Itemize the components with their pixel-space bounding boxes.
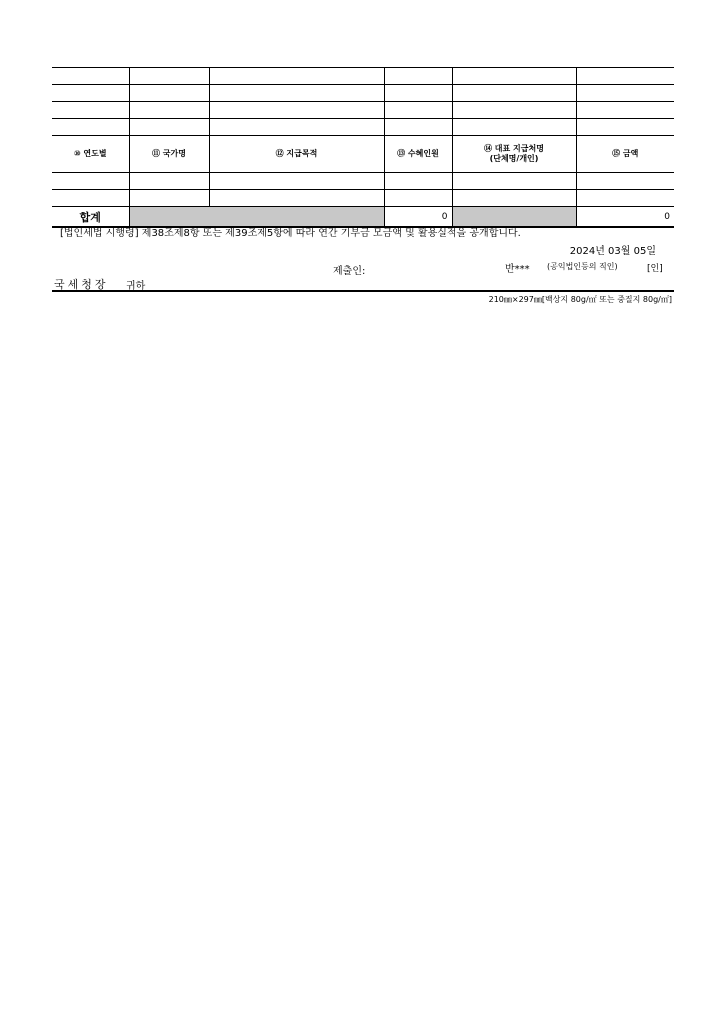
header-country: ⑪ 국가명 — [129, 136, 209, 173]
donation-report-table-section — [52, 67, 674, 228]
submitter-name: 반*** — [505, 264, 530, 275]
table-row — [52, 85, 674, 102]
table-row — [52, 119, 674, 136]
table-row — [52, 173, 674, 190]
table-row — [52, 190, 674, 207]
header-amount: ⑮ 금액 — [576, 136, 674, 173]
header-purpose: ⑫ 지급목적 — [209, 136, 384, 173]
table-row — [52, 68, 674, 85]
recipient-honorific: 귀하 — [126, 281, 146, 292]
seal-mark: [인] — [647, 264, 663, 274]
disclosure-notice: [법인세법 시행령] 제38조제8항 또는 제39조제5항에 따라 연간 기부금 모금액 및 활용실적을 공개합니다. — [60, 228, 521, 239]
total-beneficiaries: 0 — [384, 207, 452, 228]
total-label: 합계 — [52, 207, 129, 228]
donation-report-table — [52, 67, 674, 228]
bottom-rule — [52, 290, 674, 292]
total-amount: 0 — [576, 207, 674, 228]
paper-spec: 210㎜×297㎜[백상지 80g/㎡ 또는 중질지 80g/㎡] — [488, 295, 672, 304]
header-recipient-line1: ⑭ 대표 지급처명 — [484, 144, 544, 153]
recipient-name: 국세청장 — [54, 278, 109, 291]
table-header-row — [52, 136, 674, 173]
header-recipient-line2: (단체명/개인) — [489, 154, 539, 163]
header-beneficiaries: ⑬ 수혜인원 — [384, 136, 452, 173]
submitter-seal-note: (공익법인등의 직인) — [547, 262, 618, 271]
submission-date: 2024년 03월 05일 — [569, 246, 656, 257]
header-recipient — [452, 136, 576, 173]
header-year: ⑩ 연도별 — [52, 136, 129, 173]
table-row — [52, 102, 674, 119]
submitter-label: 제출인: — [333, 266, 366, 277]
